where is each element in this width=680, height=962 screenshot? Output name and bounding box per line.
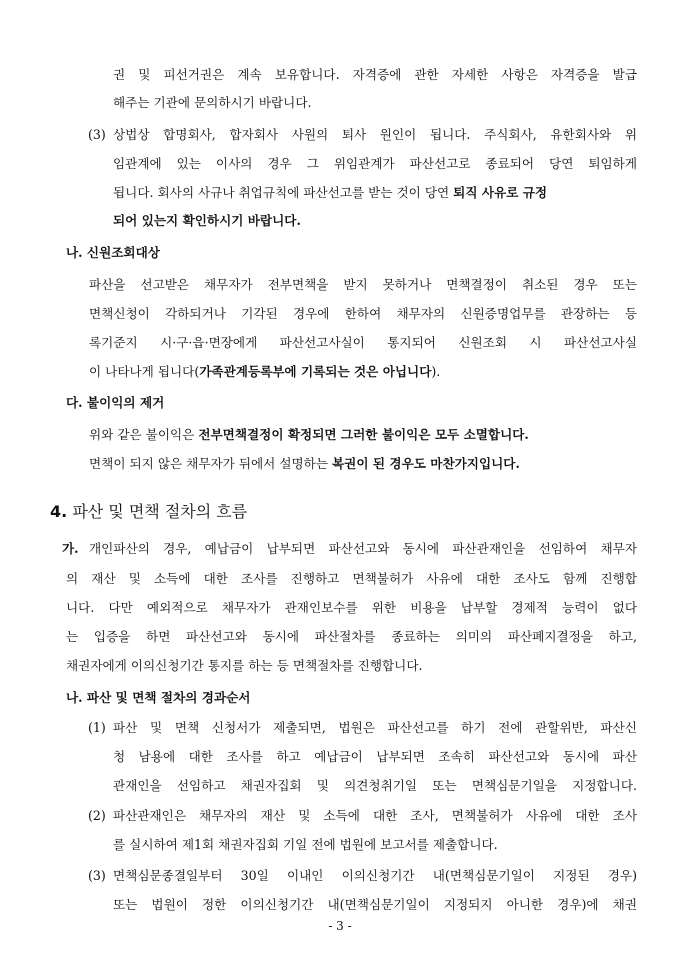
text-normal: 이 나타나게 됩니다( (89, 364, 200, 379)
list-item-number: (2) (88, 808, 106, 823)
text-emphasis: 가족관계등록부에 기록되는 것은 아닙니다 (199, 364, 432, 379)
text-emphasis: 전부면책결정이 확정되면 그러한 불이익은 모두 소멸합니다. (198, 427, 529, 442)
list-item-line: 파산관재인은 채무자의 재산 및 소득에 대한 조사, 면책불허가 사유에 대한 조사 (113, 808, 637, 823)
paragraph-line: 는 입증을 하면 파산선고와 동시에 파산절차를 종료하는 의미의 파산폐지결정을 하고, (66, 629, 637, 644)
text-normal: ). (431, 364, 441, 379)
paragraph-line (89, 363, 440, 381)
section-heading: 나. 신원조회대상 (66, 245, 160, 260)
text-emphasis: 퇴직 사유로 규정 (453, 185, 548, 200)
text-normal: 면책이 되지 않은 채무자가 뒤에서 설명하는 (89, 456, 332, 471)
section-label: 가. (62, 541, 79, 556)
text-normal: 됩니다. 회사의 사규나 취업규칙에 파산선고를 받는 것이 당연 (113, 185, 454, 200)
text-normal: 위와 같은 불이익은 (89, 427, 199, 442)
text-emphasis: 복권이 된 경우도 마찬가지입니다. (332, 456, 520, 471)
paragraph-line: 채권자에게 이의신청기간 통지를 하는 등 면책절차를 진행합니다. (66, 658, 423, 673)
paragraph-line: 개인파산의 경우, 예납금이 납부되면 파산선고와 동시에 파산관재인을 선임하여 채무자 (89, 541, 637, 556)
list-item-line-emphasis: 되어 있는지 확인하시기 바랍니다. (113, 213, 301, 228)
paragraph-line: 권 및 피선거권은 계속 보유합니다. 자격증에 관한 자세한 사항은 자격증을 발급 (113, 67, 637, 82)
paragraph-line: 니다. 다만 예외적으로 채무자가 관재인보수를 위한 비용을 납부할 경제적 능력이 없다 (66, 600, 637, 615)
chapter-number: 4. (50, 502, 68, 521)
page-number: - 3 - (328, 919, 352, 933)
section-heading: 나. 파산 및 면책 절차의 경과순서 (66, 690, 251, 705)
list-item-number: (3) (88, 127, 106, 142)
list-item-line: 청 남용에 대한 조사를 하고 예납금이 납부되면 조속히 파산선고와 동시에 파산 (113, 749, 637, 764)
paragraph-line: 의 재산 및 소득에 대한 조사를 진행하고 면책불허가 사유에 대한 조사도 함께 진행합 (66, 571, 637, 586)
list-item-line: 임관계에 있는 이사의 경우 그 위임관계가 파산선고로 종료되어 당연 퇴임하게 (113, 156, 637, 171)
chapter-heading (50, 502, 247, 522)
paragraph-line: 해주는 기관에 문의하시기 바랍니다. (113, 95, 312, 110)
paragraph-line: 파산을 선고받은 채무자가 전부면책을 받지 못하거나 면책결정이 취소된 경우 또는 (89, 277, 637, 292)
paragraph-line: 면책신청이 각하되거나 기각된 경우에 한하여 채무자의 신원증명업무를 관장하는 등 (89, 306, 637, 321)
paragraph-line (89, 426, 529, 444)
list-item-line: 파산 및 면책 신청서가 제출되면, 법원은 파산선고를 하기 전에 관할위반, 파산신 (113, 720, 637, 735)
list-item-line: 상법상 합명회사, 합자회사 사원의 퇴사 원인이 됩니다. 주식회사, 유한회사와 위 (113, 127, 637, 142)
section-heading: 다. 불이익의 제거 (66, 395, 165, 410)
chapter-title: 파산 및 면책 절차의 흐름 (72, 502, 248, 521)
paragraph-line: 록기준지 시·구·읍·면장에게 파산선고사실이 통지되어 신원조회 시 파산선고사실 (89, 335, 637, 350)
list-item-line: 를 실시하여 제1회 채권자집회 기일 전에 법원에 보고서를 제출합니다. (113, 837, 498, 852)
list-item-line (113, 184, 547, 202)
list-item-number: (1) (88, 720, 106, 735)
list-item-number: (3) (88, 868, 106, 883)
paragraph-line (89, 455, 520, 473)
list-item-line: 면책심문종결일부터 30일 이내인 이의신청기간 내(면책심문기일이 지정된 경우) (113, 868, 637, 883)
list-item-line: 또는 법원이 정한 이의신청기간 내(면책심문기일이 지정되지 아니한 경우)에 채권 (113, 897, 637, 912)
list-item-line: 관재인을 선임하고 채권자집회 및 의견청취기일 또는 면책심문기일을 지정합니다. (113, 778, 637, 793)
